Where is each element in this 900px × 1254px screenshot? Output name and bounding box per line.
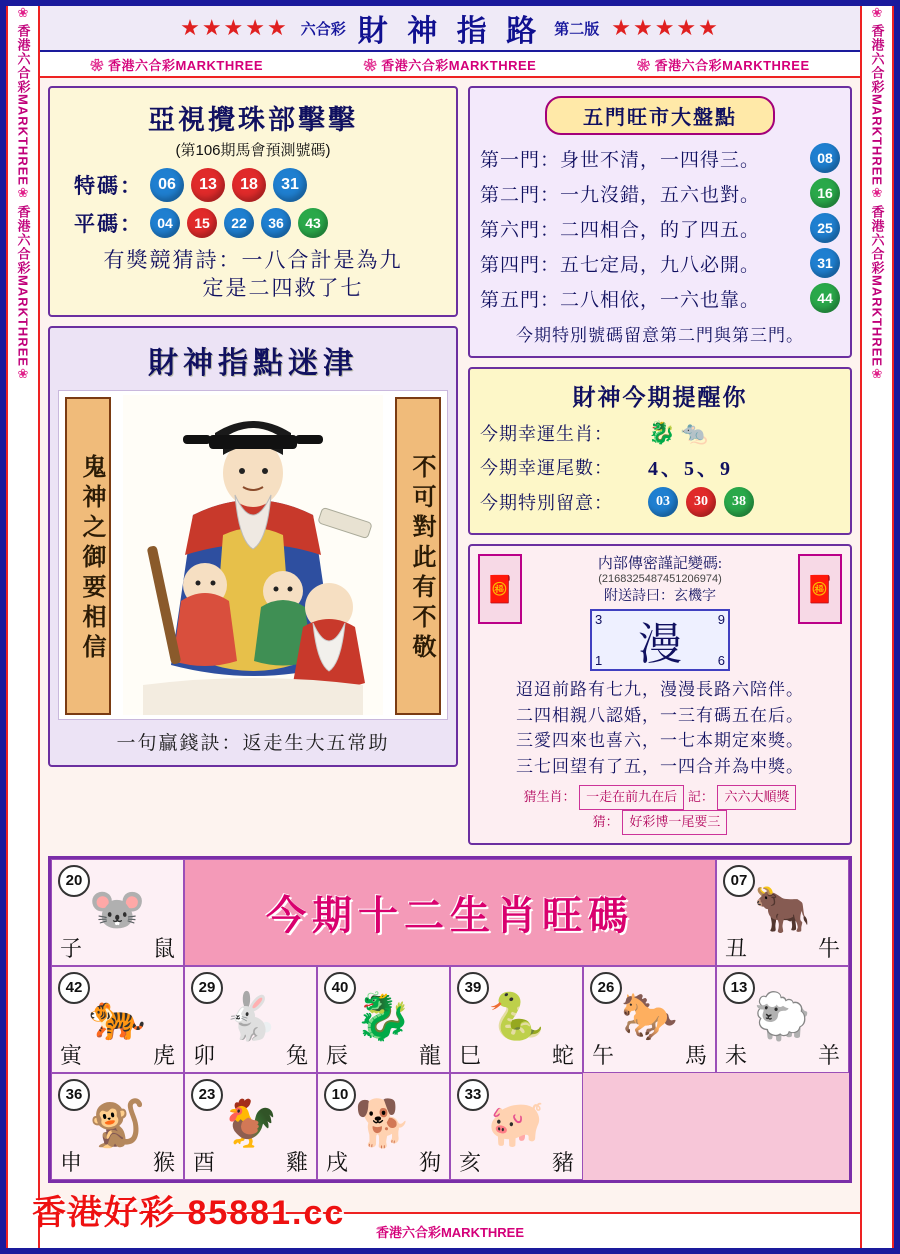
number-ball: 36 bbox=[261, 208, 291, 238]
glyph-corner-tl: 3 bbox=[595, 612, 603, 627]
stars-right-icon: ★★★★★ bbox=[611, 15, 720, 40]
zodiac-branch: 丑 bbox=[725, 935, 748, 961]
special-number-row bbox=[74, 168, 446, 202]
zodiac-cell-snake[interactable] bbox=[450, 966, 583, 1073]
zodiac-cell-tiger[interactable] bbox=[51, 966, 184, 1073]
zodiac-cell-dog[interactable] bbox=[317, 1073, 450, 1180]
gate-text-3: 第六門：二四相合，的了四五。 bbox=[480, 219, 761, 241]
right-column bbox=[468, 86, 852, 854]
guess-zodiac-label: 猜生肖： bbox=[523, 789, 576, 804]
zodiac-number: 33 bbox=[457, 1079, 489, 1111]
rail-right-text: 香港六合彩MARKTHREE bbox=[869, 24, 885, 187]
lucky-tail-row bbox=[480, 452, 840, 481]
gate-text-4: 第四門：五七定局，九八必開。 bbox=[480, 254, 761, 276]
gate-text-5: 第五門：二八相依，一六也靠。 bbox=[480, 289, 761, 311]
zodiac-number: 39 bbox=[457, 972, 489, 1004]
secret-poem-line-2: 二四相親八認婚，一三有碼五在后。 bbox=[516, 705, 804, 725]
zodiac-cell-rat[interactable] bbox=[51, 859, 184, 966]
secret-code: (2168325487451206974) bbox=[598, 573, 722, 585]
zodiac-number: 10 bbox=[324, 1079, 356, 1111]
snake-icon: 🐍 bbox=[487, 989, 546, 1042]
zodiac-branch: 酉 bbox=[193, 1149, 216, 1175]
zodiac-number: 36 bbox=[58, 1079, 90, 1111]
zodiac-branch: 申 bbox=[60, 1149, 83, 1175]
zodiac-name: 兔 bbox=[285, 1042, 308, 1068]
gate-row bbox=[480, 143, 840, 173]
guess-value: 好彩博一尾要三 bbox=[622, 810, 727, 835]
poem-line-2: 定是二四救了七 bbox=[202, 276, 364, 301]
lucky-tail-values: 4、5、9 bbox=[648, 458, 733, 480]
gate-ball: 44 bbox=[810, 283, 840, 313]
zodiac-name: 狗 bbox=[418, 1149, 441, 1175]
rooster-icon: 🐓 bbox=[221, 1096, 280, 1149]
dragon-icon: 🐉 🐀 bbox=[648, 420, 709, 445]
special-attention-row bbox=[480, 487, 840, 517]
secret-poem bbox=[478, 677, 842, 779]
flower-icon: ❀ bbox=[17, 185, 29, 201]
gate-ball: 08 bbox=[810, 143, 840, 173]
zodiac-name: 牛 bbox=[817, 935, 840, 961]
zodiac-name: 羊 bbox=[817, 1042, 840, 1068]
zodiac-number: 29 bbox=[191, 972, 223, 1004]
zodiac-number: 40 bbox=[324, 972, 356, 1004]
prediction-subtitle: (第106期馬會預測號碼) bbox=[175, 142, 331, 159]
zodiac-name: 虎 bbox=[152, 1042, 175, 1068]
zodiac-cell-rooster[interactable] bbox=[184, 1073, 317, 1180]
secret-poem-line-4: 三七回望有了五，一四合并為中獎。 bbox=[516, 756, 804, 776]
right-decorative-rail bbox=[860, 6, 894, 1248]
zodiac-branch: 寅 bbox=[60, 1042, 83, 1068]
number-ball: 22 bbox=[224, 208, 254, 238]
glyph-corner-tr: 9 bbox=[717, 612, 725, 627]
zodiac-cell-pig[interactable] bbox=[450, 1073, 583, 1180]
number-ball: 18 bbox=[232, 168, 266, 202]
gate-row bbox=[480, 248, 840, 278]
rail-left-text-2: 香港六合彩MARKTHREE bbox=[15, 204, 31, 367]
god-title: 財神指點迷津 bbox=[148, 346, 358, 380]
pig-icon: 🐖 bbox=[487, 1096, 546, 1149]
zodiac-number: 26 bbox=[590, 972, 622, 1004]
zodiac-branch: 辰 bbox=[326, 1042, 349, 1068]
dog-icon: 🐕 bbox=[354, 1096, 413, 1149]
flower-icon: ❀ bbox=[871, 6, 883, 20]
zodiac-number: 23 bbox=[191, 1079, 223, 1111]
zodiac-number: 42 bbox=[58, 972, 90, 1004]
number-ball: 38 bbox=[724, 487, 754, 517]
zodiac-branch: 巳 bbox=[459, 1042, 482, 1068]
number-ball: 03 bbox=[648, 487, 678, 517]
lucky-zodiac-row bbox=[480, 420, 840, 446]
brand-item-3: ❀ 香港六合彩MARKTHREE bbox=[637, 55, 810, 74]
poem-line-1: 一八合計是為九 bbox=[241, 248, 403, 272]
mystery-glyph-box bbox=[590, 609, 730, 671]
flower-icon: ❀ bbox=[871, 365, 883, 381]
god-picture-box bbox=[48, 326, 458, 767]
left-decorative-rail bbox=[6, 6, 40, 1248]
gate-ball: 25 bbox=[810, 213, 840, 243]
dragon-icon: 🐉 bbox=[354, 989, 413, 1042]
secret-footer bbox=[478, 785, 842, 835]
rabbit-icon: 🐇 bbox=[221, 989, 280, 1042]
zodiac-name: 龍 bbox=[418, 1042, 441, 1068]
zodiac-cell-dragon[interactable] bbox=[317, 966, 450, 1073]
tiger-icon: 🐅 bbox=[88, 989, 147, 1042]
zodiac-name: 雞 bbox=[285, 1149, 308, 1175]
zodiac-branch: 未 bbox=[725, 1042, 748, 1068]
flower-icon: ❀ bbox=[871, 185, 883, 201]
watermark-text-2: 85881.cc bbox=[187, 1194, 346, 1232]
monkey-icon: 🐒 bbox=[88, 1096, 147, 1149]
flower-icon: ❀ bbox=[17, 365, 29, 381]
zodiac-branch: 亥 bbox=[459, 1149, 482, 1175]
reminder-title: 財神今期提醒你 bbox=[572, 385, 748, 410]
normal-label: 平碼： bbox=[74, 212, 143, 236]
normal-number-row bbox=[74, 208, 446, 238]
zodiac-number: 13 bbox=[723, 972, 755, 1004]
zodiac-cell-goat[interactable] bbox=[716, 966, 849, 1073]
number-ball: 15 bbox=[187, 208, 217, 238]
rat-icon: 🐭 bbox=[88, 882, 147, 935]
number-ball: 06 bbox=[150, 168, 184, 202]
zodiac-branch: 子 bbox=[60, 935, 83, 961]
zodiac-branch: 午 bbox=[592, 1042, 615, 1068]
prediction-title: 亞視攪珠部擊擊 bbox=[148, 105, 358, 135]
reminder-box bbox=[468, 367, 852, 535]
gate-row bbox=[480, 213, 840, 243]
goat-icon: 🐑 bbox=[753, 989, 812, 1042]
zodiac-branch: 戌 bbox=[326, 1149, 349, 1175]
horse-icon: 🐎 bbox=[620, 989, 679, 1042]
secret-poem-line-3: 三愛四來也喜六，一七本期定來獎。 bbox=[516, 731, 804, 750]
secret-poem-line-1: 迢迢前路有七九，漫漫長路六陪伴。 bbox=[516, 680, 804, 699]
prize-poem bbox=[60, 246, 446, 303]
prediction-box bbox=[48, 86, 458, 317]
lottery-label: 六合彩 bbox=[300, 20, 346, 38]
god-illustration-wrap bbox=[58, 390, 448, 720]
five-gates-note: 今期特別號碼留意第二門與第三門。 bbox=[516, 326, 804, 345]
lucky-tail-label: 今期幸運尾數： bbox=[480, 457, 613, 478]
glyph-corner-br: 6 bbox=[717, 653, 725, 668]
zodiac-table bbox=[48, 856, 852, 1183]
zodiac-name: 豬 bbox=[551, 1149, 574, 1175]
zodiac-name: 馬 bbox=[684, 1042, 707, 1068]
zodiac-cell-ox[interactable] bbox=[716, 859, 849, 966]
zodiac-grid bbox=[51, 859, 849, 1180]
mystery-glyph: 漫 bbox=[638, 620, 682, 669]
flower-icon: ❀ bbox=[17, 6, 29, 20]
zodiac-cell-rabbit[interactable] bbox=[184, 966, 317, 1073]
poem-label: 有獎競猜詩： bbox=[103, 248, 242, 272]
rail-left-text: 香港六合彩MARKTHREE bbox=[15, 24, 31, 187]
god-footer-slogan: 一句贏錢訣：返走生大五常助 bbox=[116, 732, 390, 754]
door-god-card-right: 🧧 bbox=[798, 554, 842, 624]
number-ball: 43 bbox=[298, 208, 328, 238]
special-attention-label: 今期特別留意： bbox=[480, 493, 613, 513]
five-gates-box bbox=[468, 86, 852, 358]
zodiac-cell-horse[interactable] bbox=[583, 966, 716, 1073]
zodiac-number: 20 bbox=[58, 865, 90, 897]
gate-ball: 16 bbox=[810, 178, 840, 208]
gate-text-2: 第二門：一九沒錯，五六也對。 bbox=[480, 184, 761, 206]
number-ball: 13 bbox=[191, 168, 225, 202]
edition-label: 第二版 bbox=[554, 20, 600, 38]
gate-text-1: 第一門：身世不清，一四得三。 bbox=[480, 149, 761, 171]
gate-row bbox=[480, 178, 840, 208]
page-title: 財 神 指 路 bbox=[357, 15, 543, 48]
gate-ball: 31 bbox=[810, 248, 840, 278]
right-vertical-slogan: 不可對此有不敬 bbox=[395, 397, 441, 715]
door-god-card-left: 🧧 bbox=[478, 554, 522, 624]
brand-item-1: ❀ 香港六合彩MARKTHREE bbox=[90, 55, 263, 74]
stars-left-icon: ★★★★★ bbox=[180, 15, 289, 40]
note-value: 六六大順獎 bbox=[717, 785, 796, 810]
secret-code-box bbox=[468, 544, 852, 845]
brand-strip bbox=[40, 52, 860, 78]
zodiac-banner bbox=[184, 859, 716, 966]
secret-heading: 内部傳密謹記變碼: bbox=[597, 556, 723, 572]
watermark-text-1: 香港好彩 bbox=[32, 1194, 176, 1232]
secret-heading-2: 附送詩曰：玄機字 bbox=[604, 589, 716, 604]
number-ball: 04 bbox=[150, 208, 180, 238]
zodiac-branch: 卯 bbox=[193, 1042, 216, 1068]
zodiac-cell-monkey[interactable] bbox=[51, 1073, 184, 1180]
footer-brand-text: 香港六合彩MARKTHREE bbox=[375, 1224, 525, 1240]
note-label: 記： bbox=[687, 789, 714, 804]
guess-zodiac-value: 一走在前九在后 bbox=[579, 785, 684, 810]
glyph-corner-bl: 1 bbox=[595, 653, 603, 668]
zodiac-name: 蛇 bbox=[551, 1042, 574, 1068]
lucky-zodiac-label: 今期幸運生肖： bbox=[480, 424, 613, 444]
zodiac-name: 猴 bbox=[152, 1149, 175, 1175]
five-gates-caption: 五門旺市大盤點 bbox=[545, 96, 775, 135]
left-column bbox=[48, 86, 458, 854]
ox-icon: 🐂 bbox=[753, 882, 812, 935]
number-ball: 30 bbox=[686, 487, 716, 517]
zodiac-name: 鼠 bbox=[152, 935, 175, 961]
zodiac-banner-text: 今期十二生肖旺碼 bbox=[266, 892, 634, 938]
watermark bbox=[32, 1185, 345, 1234]
content-area bbox=[40, 80, 860, 1212]
zodiac-number: 07 bbox=[723, 865, 755, 897]
left-vertical-slogan: 鬼神之御要相信 bbox=[65, 397, 111, 715]
god-of-wealth-illustration bbox=[117, 395, 389, 715]
rail-right-text-2: 香港六合彩MARKTHREE bbox=[869, 204, 885, 367]
guess-label: 猜： bbox=[592, 813, 619, 829]
special-label: 特碼： bbox=[74, 174, 143, 198]
gate-row bbox=[480, 283, 840, 313]
brand-item-2: ❀ 香港六合彩MARKTHREE bbox=[364, 55, 537, 74]
masthead bbox=[40, 6, 860, 52]
number-ball: 31 bbox=[273, 168, 307, 202]
